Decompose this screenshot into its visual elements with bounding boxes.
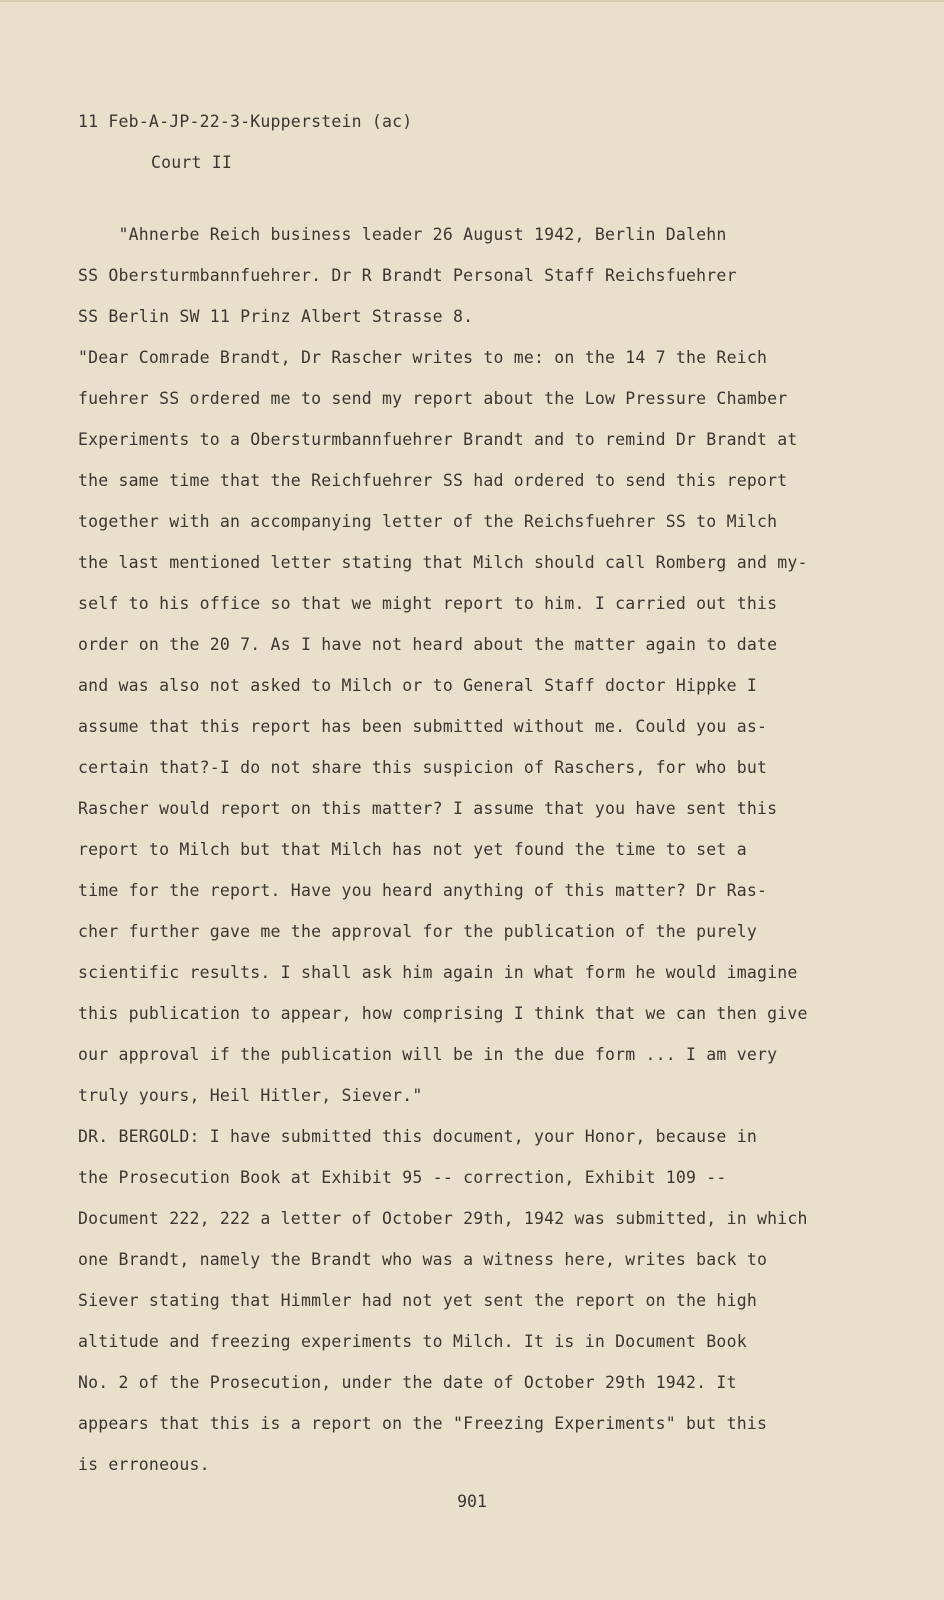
document-reference: 11 Feb-A-JP-22-3-Kupperstein (ac) — [78, 112, 413, 131]
text-line: certain that?-I do not share this suspicion of Raschers, for who but — [78, 758, 768, 777]
text-line: our approval if the publication will be in the due form ... I am very — [78, 1045, 778, 1064]
text-line: DR. BERGOLD: I have submitted this document, your Honor, because in — [78, 1127, 757, 1146]
text-line: and was also not asked to Milch or to General Staff doctor Hippke I — [78, 676, 757, 695]
text-line: the same time that the Reichfuehrer SS had ordered to send this report — [78, 471, 788, 490]
text-line: Siever stating that Himmler had not yet sent the report on the high — [78, 1291, 757, 1310]
text-line: Rascher would report on this matter? I assume that you have sent this — [78, 799, 778, 818]
text-line: "Dear Comrade Brandt, Dr Rascher writes to me: on the 14 7 the Reich — [78, 348, 768, 367]
text-line: together with an accompanying letter of the Reichsfuehrer SS to Milch — [78, 512, 778, 531]
text-line: Document 222, 222 a letter of October 29th, 1942 was submitted, in which — [78, 1209, 808, 1228]
court-label: Court II — [151, 153, 233, 172]
text-line: the Prosecution Book at Exhibit 95 -- correction, Exhibit 109 -- — [78, 1168, 727, 1187]
text-line: truly yours, Heil Hitler, Siever." — [78, 1086, 423, 1105]
text-line: SS Obersturmbannfuehrer. Dr R Brandt Personal Staff Reichsfuehrer — [78, 266, 737, 285]
text-line: report to Milch but that Milch has not yet found the time to set a — [78, 840, 747, 859]
text-line: the last mentioned letter stating that Milch should call Romberg and my- — [78, 553, 808, 572]
text-line: is erroneous. — [78, 1455, 210, 1474]
text-line: order on the 20 7. As I have not heard about the matter again to date — [78, 635, 778, 654]
text-line: "Ahnerbe Reich business leader 26 August 1942, Berlin Dalehn — [78, 225, 727, 244]
text-line: fuehrer SS ordered me to send my report about the Low Pressure Chamber — [78, 389, 788, 408]
text-line: appears that this is a report on the "Freezing Experiments" but this — [78, 1414, 768, 1433]
text-line: scientific results. I shall ask him again in what form he would imagine — [78, 963, 798, 982]
text-line: cher further gave me the approval for the publication of the purely — [78, 922, 757, 941]
text-line: self to his office so that we might report to him. I carried out this — [78, 594, 778, 613]
text-line: SS Berlin SW 11 Prinz Albert Strasse 8. — [78, 307, 474, 326]
text-line: No. 2 of the Prosecution, under the date of October 29th 1942. It — [78, 1373, 737, 1392]
page-number: 901 — [457, 1492, 487, 1511]
text-line: Experiments to a Obersturmbannfuehrer Brandt and to remind Dr Brandt at — [78, 430, 798, 449]
text-line: altitude and freezing experiments to Milch. It is in Document Book — [78, 1332, 747, 1351]
text-line: this publication to appear, how comprising I think that we can then give — [78, 1004, 808, 1023]
text-line: time for the report. Have you heard anything of this matter? Dr Ras- — [78, 881, 768, 900]
text-line: assume that this report has been submitted without me. Could you as- — [78, 717, 768, 736]
text-line: one Brandt, namely the Brandt who was a witness here, writes back to — [78, 1250, 768, 1269]
